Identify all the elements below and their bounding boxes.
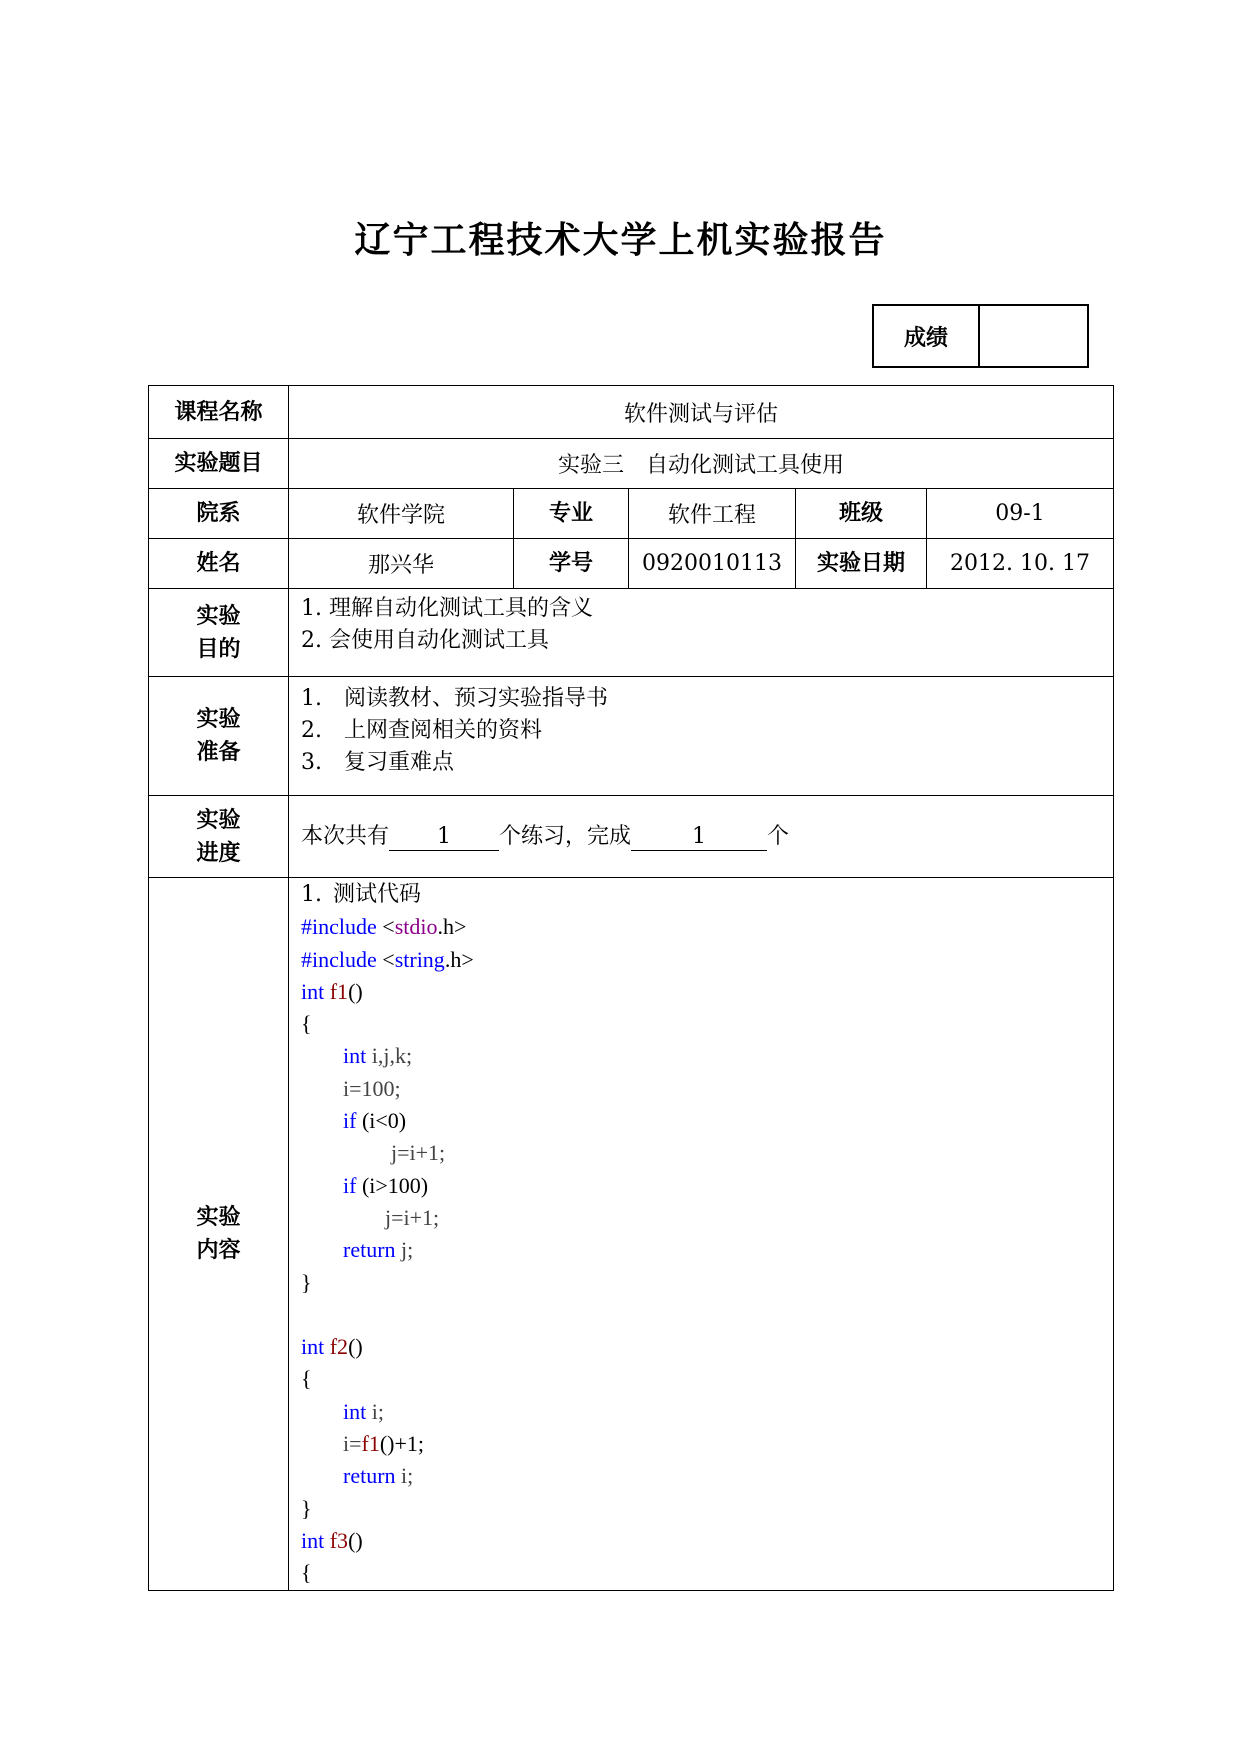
- topic-label: 实验题目: [149, 439, 289, 489]
- row-purpose: [149, 589, 1114, 677]
- code-line: j=i+1;: [385, 1204, 440, 1230]
- code-line: i=f1()+1;: [343, 1431, 425, 1457]
- row-name: [149, 539, 1114, 589]
- row-progress: [149, 796, 1114, 878]
- code-line: {: [301, 1560, 312, 1586]
- purpose-content: 1. 理解自动化测试工具的含义 2. 会使用自动化测试工具: [289, 589, 1114, 677]
- score-label: 成绩: [874, 306, 980, 366]
- row-topic: [149, 439, 1114, 489]
- code-line: return i;: [343, 1463, 414, 1489]
- course-label: 课程名称: [149, 386, 289, 439]
- row-dept: [149, 489, 1114, 539]
- major-value: 软件工程: [629, 489, 796, 539]
- code-line: int i;: [343, 1398, 384, 1424]
- code-line: if (i<0): [343, 1108, 407, 1134]
- class-label: 班级: [796, 489, 927, 539]
- code-block: [289, 878, 1114, 1591]
- dept-value: 软件学院: [289, 489, 514, 539]
- name-value: 那兴华: [289, 539, 514, 589]
- code-line: return j;: [343, 1237, 414, 1263]
- completed-exercises: 1: [631, 824, 767, 851]
- date-label: 实验日期: [796, 539, 927, 589]
- name-label: 姓名: [149, 539, 289, 589]
- dept-label: 院系: [149, 489, 289, 539]
- code-line: }: [301, 1495, 312, 1521]
- course-value: 软件测试与评估: [289, 386, 1114, 439]
- row-course: [149, 386, 1114, 439]
- progress-label: 实验 进度: [149, 796, 289, 878]
- report-title: 辽宁工程技术大学上机实验报告: [354, 220, 887, 261]
- score-value[interactable]: [980, 306, 1087, 366]
- code-line: if (i>100): [343, 1172, 429, 1198]
- score-box: [872, 304, 1089, 368]
- code-line: }: [301, 1269, 312, 1295]
- row-content: [149, 878, 1114, 1591]
- code-line: {: [301, 1366, 312, 1392]
- code-line-blank: [301, 1299, 1113, 1331]
- code-line: int f3(): [301, 1527, 363, 1553]
- code-line: int i,j,k;: [343, 1043, 413, 1069]
- code-line: {: [301, 1011, 312, 1037]
- total-exercises: 1: [389, 824, 499, 851]
- progress-content: 本次共有 1 个练习，完成 1 个: [289, 796, 1114, 878]
- code-line: #include <stdio.h>: [301, 914, 467, 940]
- content-label: 实验 内容: [149, 878, 289, 1591]
- content-heading: 1. 测试代码: [301, 882, 421, 907]
- report-table: [148, 385, 1114, 1591]
- code-line: i=100;: [343, 1075, 401, 1101]
- prep-label: 实验 准备: [149, 677, 289, 796]
- code-line: int f1(): [301, 978, 363, 1004]
- major-label: 专业: [514, 489, 629, 539]
- topic-value: 实验三 自动化测试工具使用: [289, 439, 1114, 489]
- class-value: 09-1: [927, 489, 1114, 539]
- code-line: #include <string.h>: [301, 946, 474, 972]
- row-prep: [149, 677, 1114, 796]
- date-value: 2012. 10. 17: [927, 539, 1114, 589]
- student-id-value: 0920010113: [629, 539, 796, 589]
- code-line: j=i+1;: [391, 1140, 446, 1166]
- prep-content: 1. 阅读教材、预习实验指导书 2. 上网查阅相关的资料 3. 复习重难点: [289, 677, 1114, 796]
- purpose-label: 实验 目的: [149, 589, 289, 677]
- student-id-label: 学号: [514, 539, 629, 589]
- code-line: int f2(): [301, 1334, 363, 1360]
